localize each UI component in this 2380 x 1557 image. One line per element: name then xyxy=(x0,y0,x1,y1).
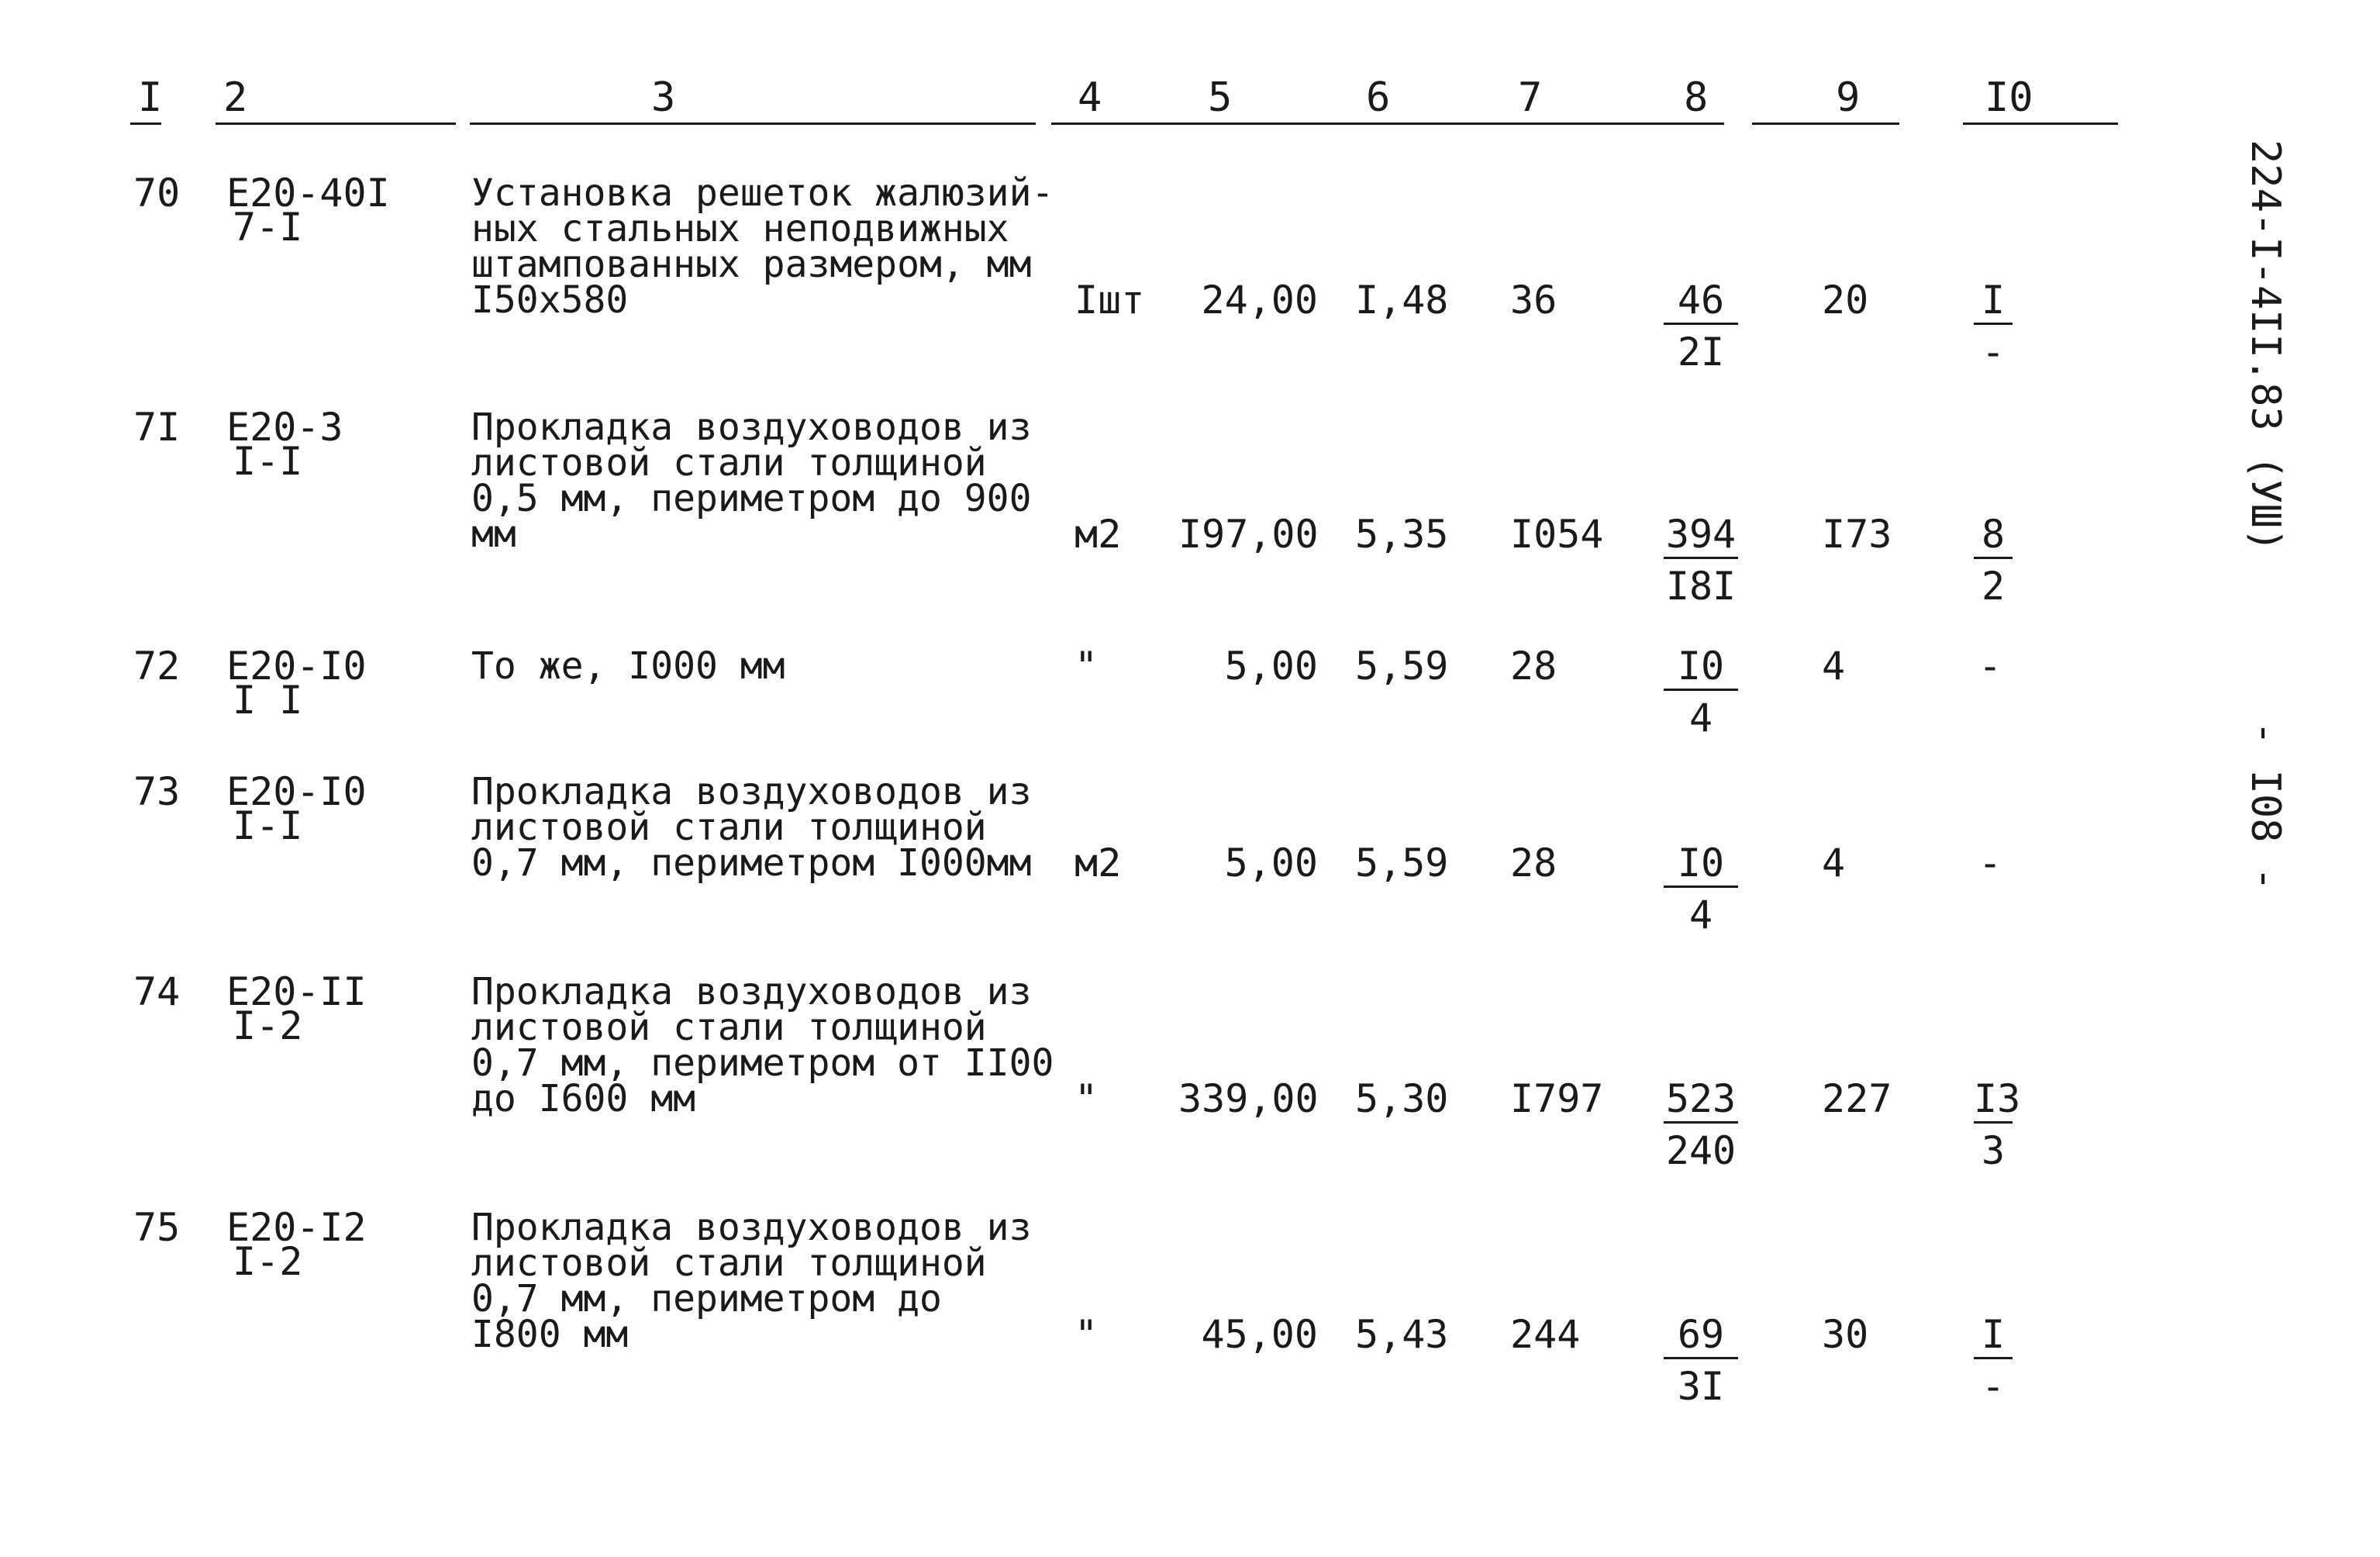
col-10-numerator: I xyxy=(1974,1317,2013,1359)
col-9-value: 4 xyxy=(1822,644,1846,689)
header-col-10: I0 xyxy=(1985,74,2033,121)
header-col-3: 3 xyxy=(651,74,676,121)
norm-code-sub: I-2 xyxy=(233,1003,303,1048)
col-10-denominator: - xyxy=(1981,1364,2006,1409)
norm-code: E20-I0 xyxy=(226,769,367,814)
row-number: 7I xyxy=(133,405,181,450)
unit: " xyxy=(1074,1312,1099,1357)
col-8-denominator: 4 xyxy=(1688,892,1713,937)
unit: " xyxy=(1074,1076,1099,1121)
col-8-fraction xyxy=(1664,1076,1738,1173)
header-rule xyxy=(1963,123,2118,125)
col-8-denominator: 2I xyxy=(1677,330,1725,375)
header-col-6: 6 xyxy=(1366,74,1391,121)
col-8-denominator: I8I xyxy=(1665,564,1737,609)
header-col-5: 5 xyxy=(1208,74,1233,121)
unit: Iшт xyxy=(1074,278,1145,323)
work-description: листовой стали толщиной xyxy=(471,1241,987,1285)
header-col-1: I xyxy=(138,74,163,121)
row-number: 70 xyxy=(133,171,181,216)
col-10-numerator: I3 xyxy=(1974,1081,2013,1124)
col-7-value: 36 xyxy=(1510,278,1557,323)
work-description: 0,7 мм, периметром от II00 xyxy=(471,1041,1054,1085)
work-description: Установка решеток жалюзий- xyxy=(471,171,1054,215)
col-7-value: 28 xyxy=(1510,841,1557,886)
norm-code: E20-II xyxy=(226,969,367,1014)
col-8-fraction xyxy=(1664,512,1738,609)
unit: м2 xyxy=(1074,841,1122,886)
quantity: 24,00 xyxy=(1201,278,1318,323)
header-rule xyxy=(470,123,1036,125)
quantity: 45,00 xyxy=(1201,1312,1318,1357)
work-description: листовой стали толщиной xyxy=(471,441,987,485)
col-8-fraction xyxy=(1664,644,1738,741)
header-rule xyxy=(216,123,456,125)
col-10-value: - xyxy=(1978,644,2002,689)
row-number: 74 xyxy=(133,969,181,1014)
work-description: I800 мм xyxy=(471,1313,629,1356)
col-6-value: I,48 xyxy=(1355,278,1449,323)
norm-code: E20-3 xyxy=(226,405,343,450)
row-number: 72 xyxy=(133,644,181,689)
work-description: до I600 мм xyxy=(471,1077,695,1120)
col-6-value: 5,43 xyxy=(1355,1312,1449,1357)
col-8-numerator: 394 xyxy=(1664,516,1738,559)
col-8-denominator: 3I xyxy=(1677,1364,1725,1409)
page-number: - I08 - xyxy=(2242,721,2289,892)
work-description: мм xyxy=(471,513,516,556)
col-6-value: 5,30 xyxy=(1355,1076,1449,1121)
header-col-4: 4 xyxy=(1078,74,1102,121)
col-8-fraction xyxy=(1664,1312,1738,1409)
col-8-fraction xyxy=(1664,278,1738,375)
col-8-numerator: 69 xyxy=(1664,1317,1738,1359)
col-8-numerator: 46 xyxy=(1664,282,1738,325)
quantity: I97,00 xyxy=(1178,512,1319,557)
col-9-value: 227 xyxy=(1822,1076,1892,1121)
norm-code-sub: 7-I xyxy=(233,205,303,250)
quantity: 339,00 xyxy=(1178,1076,1319,1121)
col-10-fraction xyxy=(1974,1312,2013,1409)
work-description: 0,7 мм, периметром I000мм xyxy=(471,841,1032,885)
col-10-fraction xyxy=(1974,512,2013,609)
work-description: Прокладка воздуховодов из xyxy=(471,970,1032,1013)
col-9-value: I73 xyxy=(1822,512,1892,557)
work-description: листовой стали толщиной xyxy=(471,1006,987,1049)
norm-code-sub: I-I xyxy=(233,439,303,484)
col-8-fraction xyxy=(1664,841,1738,937)
work-description: штампованных размером, мм xyxy=(471,243,1032,286)
col-9-value: 20 xyxy=(1822,278,1869,323)
norm-code-sub: I I xyxy=(233,678,303,723)
col-7-value: I797 xyxy=(1510,1076,1604,1121)
work-description: ных стальных неподвижных xyxy=(471,207,1009,250)
work-description: 0,5 мм, периметром до 900 xyxy=(471,477,1032,520)
header-rule xyxy=(1051,123,1724,125)
work-description: Прокладка воздуховодов из xyxy=(471,406,1032,449)
quantity: 5,00 xyxy=(1224,841,1318,886)
work-description: 0,7 мм, периметром до xyxy=(471,1277,942,1321)
col-10-fraction xyxy=(1974,1076,2021,1173)
work-description: Прокладка воздуховодов из xyxy=(471,1206,1032,1249)
col-9-value: 4 xyxy=(1822,841,1846,886)
col-10-value: - xyxy=(1978,841,2002,886)
norm-code-sub: I-I xyxy=(233,803,303,848)
work-description: I50x580 xyxy=(471,278,629,322)
col-8-denominator: 4 xyxy=(1688,696,1713,741)
norm-code: E20-40I xyxy=(226,171,390,216)
norm-code: E20-I0 xyxy=(226,644,367,689)
unit: м2 xyxy=(1074,512,1122,557)
col-10-denominator: 3 xyxy=(1981,1128,2006,1173)
norm-code: E20-I2 xyxy=(226,1205,367,1250)
col-6-value: 5,59 xyxy=(1355,841,1449,886)
row-number: 75 xyxy=(133,1205,181,1250)
quantity: 5,00 xyxy=(1224,644,1318,689)
col-8-numerator: 523 xyxy=(1664,1081,1738,1124)
header-col-7: 7 xyxy=(1518,74,1543,121)
col-7-value: 28 xyxy=(1510,644,1557,689)
col-6-value: 5,35 xyxy=(1355,512,1449,557)
col-6-value: 5,59 xyxy=(1355,644,1449,689)
work-description: листовой стали толщиной xyxy=(471,806,987,849)
work-description: Прокладка воздуховодов из xyxy=(471,770,1032,813)
col-10-numerator: I xyxy=(1974,282,2013,325)
col-10-denominator: 2 xyxy=(1981,564,2006,609)
col-9-value: 30 xyxy=(1822,1312,1869,1357)
col-7-value: 244 xyxy=(1510,1312,1581,1357)
norm-code-sub: I-2 xyxy=(233,1239,303,1284)
col-8-numerator: I0 xyxy=(1664,845,1738,888)
col-10-denominator: - xyxy=(1981,330,2006,375)
header-rule xyxy=(130,123,161,125)
col-7-value: I054 xyxy=(1510,512,1604,557)
document-code: 224-I-4II.83 (УШ) xyxy=(2242,140,2289,553)
header-col-8: 8 xyxy=(1684,74,1709,121)
row-number: 73 xyxy=(133,769,181,814)
header-col-9: 9 xyxy=(1836,74,1861,121)
col-8-denominator: 240 xyxy=(1665,1128,1737,1173)
col-10-fraction xyxy=(1974,278,2013,375)
header-col-2: 2 xyxy=(223,74,248,121)
header-rule xyxy=(1752,123,1899,125)
col-8-numerator: I0 xyxy=(1664,648,1738,691)
work-description: То же, I000 мм xyxy=(471,644,785,688)
col-10-numerator: 8 xyxy=(1974,516,2013,559)
unit: " xyxy=(1074,644,1099,689)
